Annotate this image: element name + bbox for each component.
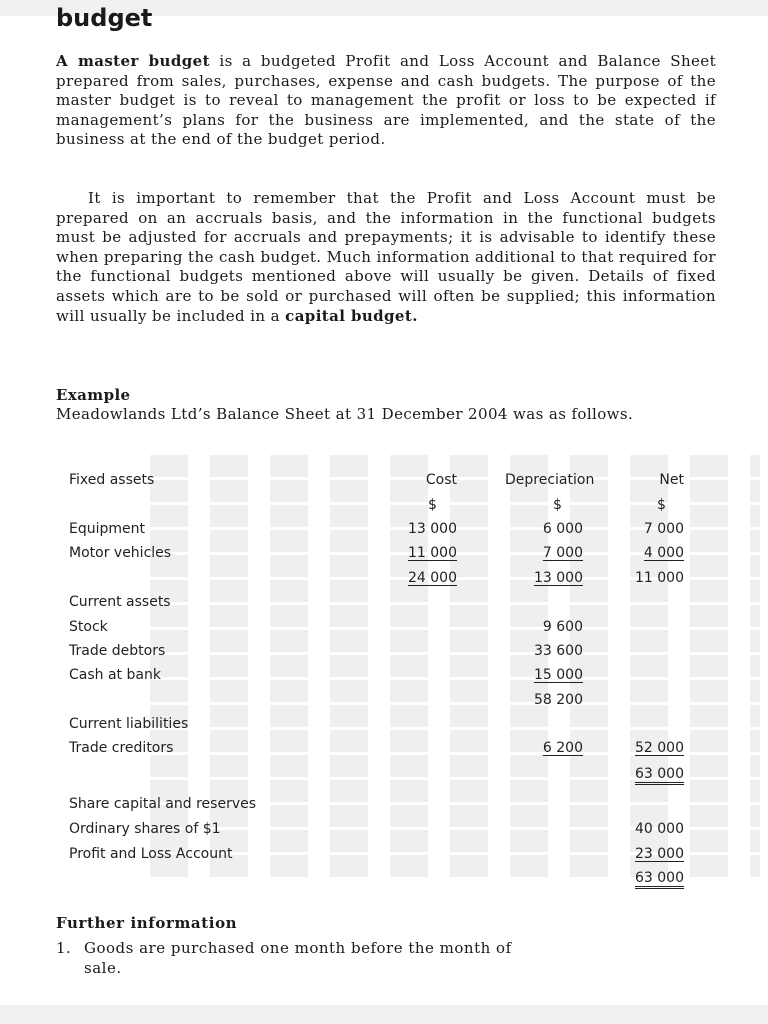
fixed-total-net: 11 000 [635, 570, 684, 586]
profit-loss-label: Profit and Loss Account [69, 846, 233, 862]
current-assets-total: 58 200 [534, 692, 583, 708]
col-header-depreciation: Depreciation [505, 472, 595, 488]
col-header-cost: Cost [425, 472, 457, 488]
capital-reserves-label: Share capital and reserves [69, 796, 257, 812]
further-item-1-line1: Goods are purchased one month before the month of [84, 939, 512, 957]
paragraph-accruals-text: It is important to remember that the Profit and Loss Account must be prepared on an accruals basis, and the information in the functional budgets must be adjusted for accruals and prepayments; it is advisable to identify these when preparing the cash budget. Much information additional to that required for the functional budgets mentioned above will usually be given. Details of fixed assets which are to be sold or purchased will often be supplied; this information will usually be included in a [56, 189, 716, 325]
term-capital-budget: capital budget. [285, 306, 418, 325]
currency-cost: $ [428, 497, 437, 513]
further-information-title: Further information [56, 914, 238, 932]
trade-debtors-label: Trade debtors [69, 643, 166, 659]
motor-vehicles-label: Motor vehicles [69, 545, 172, 561]
section-heading: budget [56, 4, 153, 32]
current-assets-label: Current assets [69, 594, 171, 610]
cash-at-bank-value: 15 000 [534, 667, 583, 683]
motor-vehicles-depreciation: 7 000 [542, 545, 583, 561]
further-item-1-line2: sale. [84, 958, 122, 977]
profit-loss-value: 23 000 [635, 846, 684, 862]
motor-vehicles-net: 4 000 [643, 545, 684, 561]
current-liabilities-label: Current liabilities [69, 716, 189, 732]
fixed-assets-label: Fixed assets [69, 472, 155, 488]
term-master-budget: A master budget [56, 52, 210, 70]
trade-creditors-label: Trade creditors [69, 740, 174, 756]
motor-vehicles-cost: 11 000 [408, 545, 457, 561]
example-title: Example [56, 386, 131, 404]
equipment-label: Equipment [69, 521, 145, 537]
currency-net: $ [657, 497, 666, 513]
equipment-cost: 13 000 [408, 521, 457, 537]
ordinary-shares-value: 40 000 [635, 821, 684, 837]
example-text: Meadowlands Ltd’s Balance Sheet at 31 December 2004 was as follows. [56, 405, 634, 423]
page-bottom-edge [0, 1005, 768, 1024]
capital-total: 63 000 [635, 870, 684, 889]
net-current-assets: 52 000 [635, 740, 684, 756]
cash-at-bank-label: Cash at bank [69, 667, 161, 683]
further-item-1 [56, 939, 718, 978]
equipment-net: 7 000 [643, 521, 684, 537]
further-item-1-number: 1. [56, 939, 72, 957]
stock-label: Stock [69, 619, 108, 635]
net-assets-total: 63 000 [635, 766, 684, 785]
fixed-total-cost: 24 000 [408, 570, 457, 586]
paragraph-master-budget-text: is a budgeted Profit and Loss Account and Balance Sheet prepared from sales, purchases, expense and cash budgets. The purpose of the master budget is to reveal to management the profit or loss to be expected if management’s plans for the business are implemented, and the state of the business at the end of the budget period. [56, 52, 717, 149]
trade-debtors-value: 33 600 [534, 643, 583, 659]
trade-creditors-value: 6 200 [542, 740, 583, 756]
equipment-depreciation: 6 000 [542, 521, 583, 537]
col-header-net: Net [659, 472, 684, 488]
stock-value: 9 600 [542, 619, 583, 635]
fixed-total-depreciation: 13 000 [534, 570, 583, 586]
currency-depreciation: $ [553, 497, 562, 513]
ordinary-shares-label: Ordinary shares of $1 [69, 821, 221, 837]
